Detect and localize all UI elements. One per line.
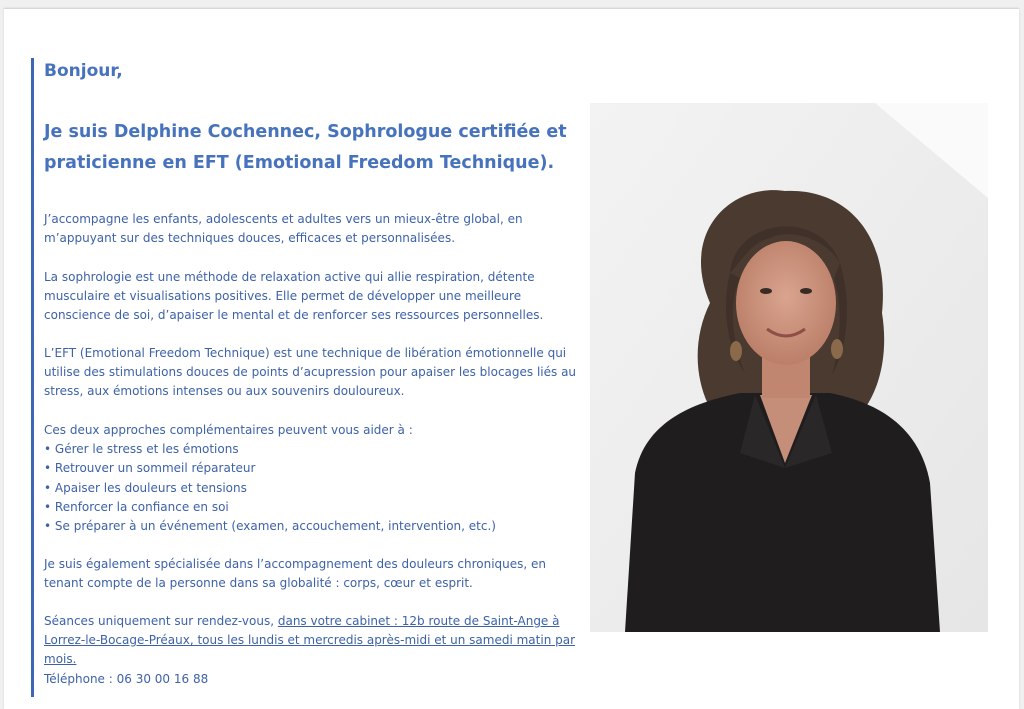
paragraph-accompagnement: J’accompagne les enfants, adolescents et adultes vers un mieux-être global, en m’appuyant sur des techniques douces, efficaces et personnalisées. — [44, 212, 523, 246]
paragraph-eft: L’EFT (Emotional Freedom Technique) est une technique de libération émotionnelle qui utilise des stimulations douces de points d’acupression pour apaiser les blocages liés au stress, aux émotions intenses ou aux souvenirs douloureux. — [44, 346, 577, 399]
list-item: • Retrouver un sommeil réparateur — [44, 459, 579, 478]
list-item: • Renforcer la confiance en soi — [44, 498, 579, 517]
paragraph-sophrologie: La sophrologie est une méthode de relaxation active qui allie respiration, détente musculaire et visualisations positives. Elle permet de développer une meilleure conscience de soi, d’apaiser le mental et de renforcer ses ressources personnelles. — [44, 270, 544, 323]
paragraph-specialty: Je suis également spécialisée dans l’accompagnement des douleurs chroniques, en tenant compte de la personne dans sa globalité : corps, cœur et esprit. — [44, 557, 547, 591]
list-item: • Se préparer à un événement (examen, accouchement, intervention, etc.) — [44, 517, 579, 536]
document-page — [4, 8, 1019, 709]
portrait-photo — [590, 103, 988, 632]
list-item: • Gérer le stress et les émotions — [44, 440, 579, 459]
contact-block — [44, 612, 579, 689]
sessions-text: Séances uniquement sur rendez-vous, — [44, 614, 278, 628]
benefits-block — [44, 421, 579, 536]
benefits-intro: Ces deux approches complémentaires peuvent vous aider à : — [44, 423, 413, 437]
phone-number: Téléphone : 06 30 00 16 88 — [44, 671, 209, 686]
benefits-list — [44, 440, 579, 536]
left-accent-rule — [31, 58, 34, 697]
greeting-heading: Bonjour, — [44, 61, 123, 81]
portrait-illustration — [590, 103, 988, 632]
cabinet-address-link[interactable]: dans votre cabinet : 12b route de Saint-Ange à Lorrez-le-Bocage-Préaux, tous les lundis et mercredis après-midi et un samedi matin par mois. — [44, 614, 576, 667]
list-item: • Apaiser les douleurs et tensions — [44, 479, 579, 498]
intro-heading: Je suis Delphine Cochennec, Sophrologue certifiée et praticienne en EFT (Emotional Freedom Technique). — [44, 122, 567, 173]
